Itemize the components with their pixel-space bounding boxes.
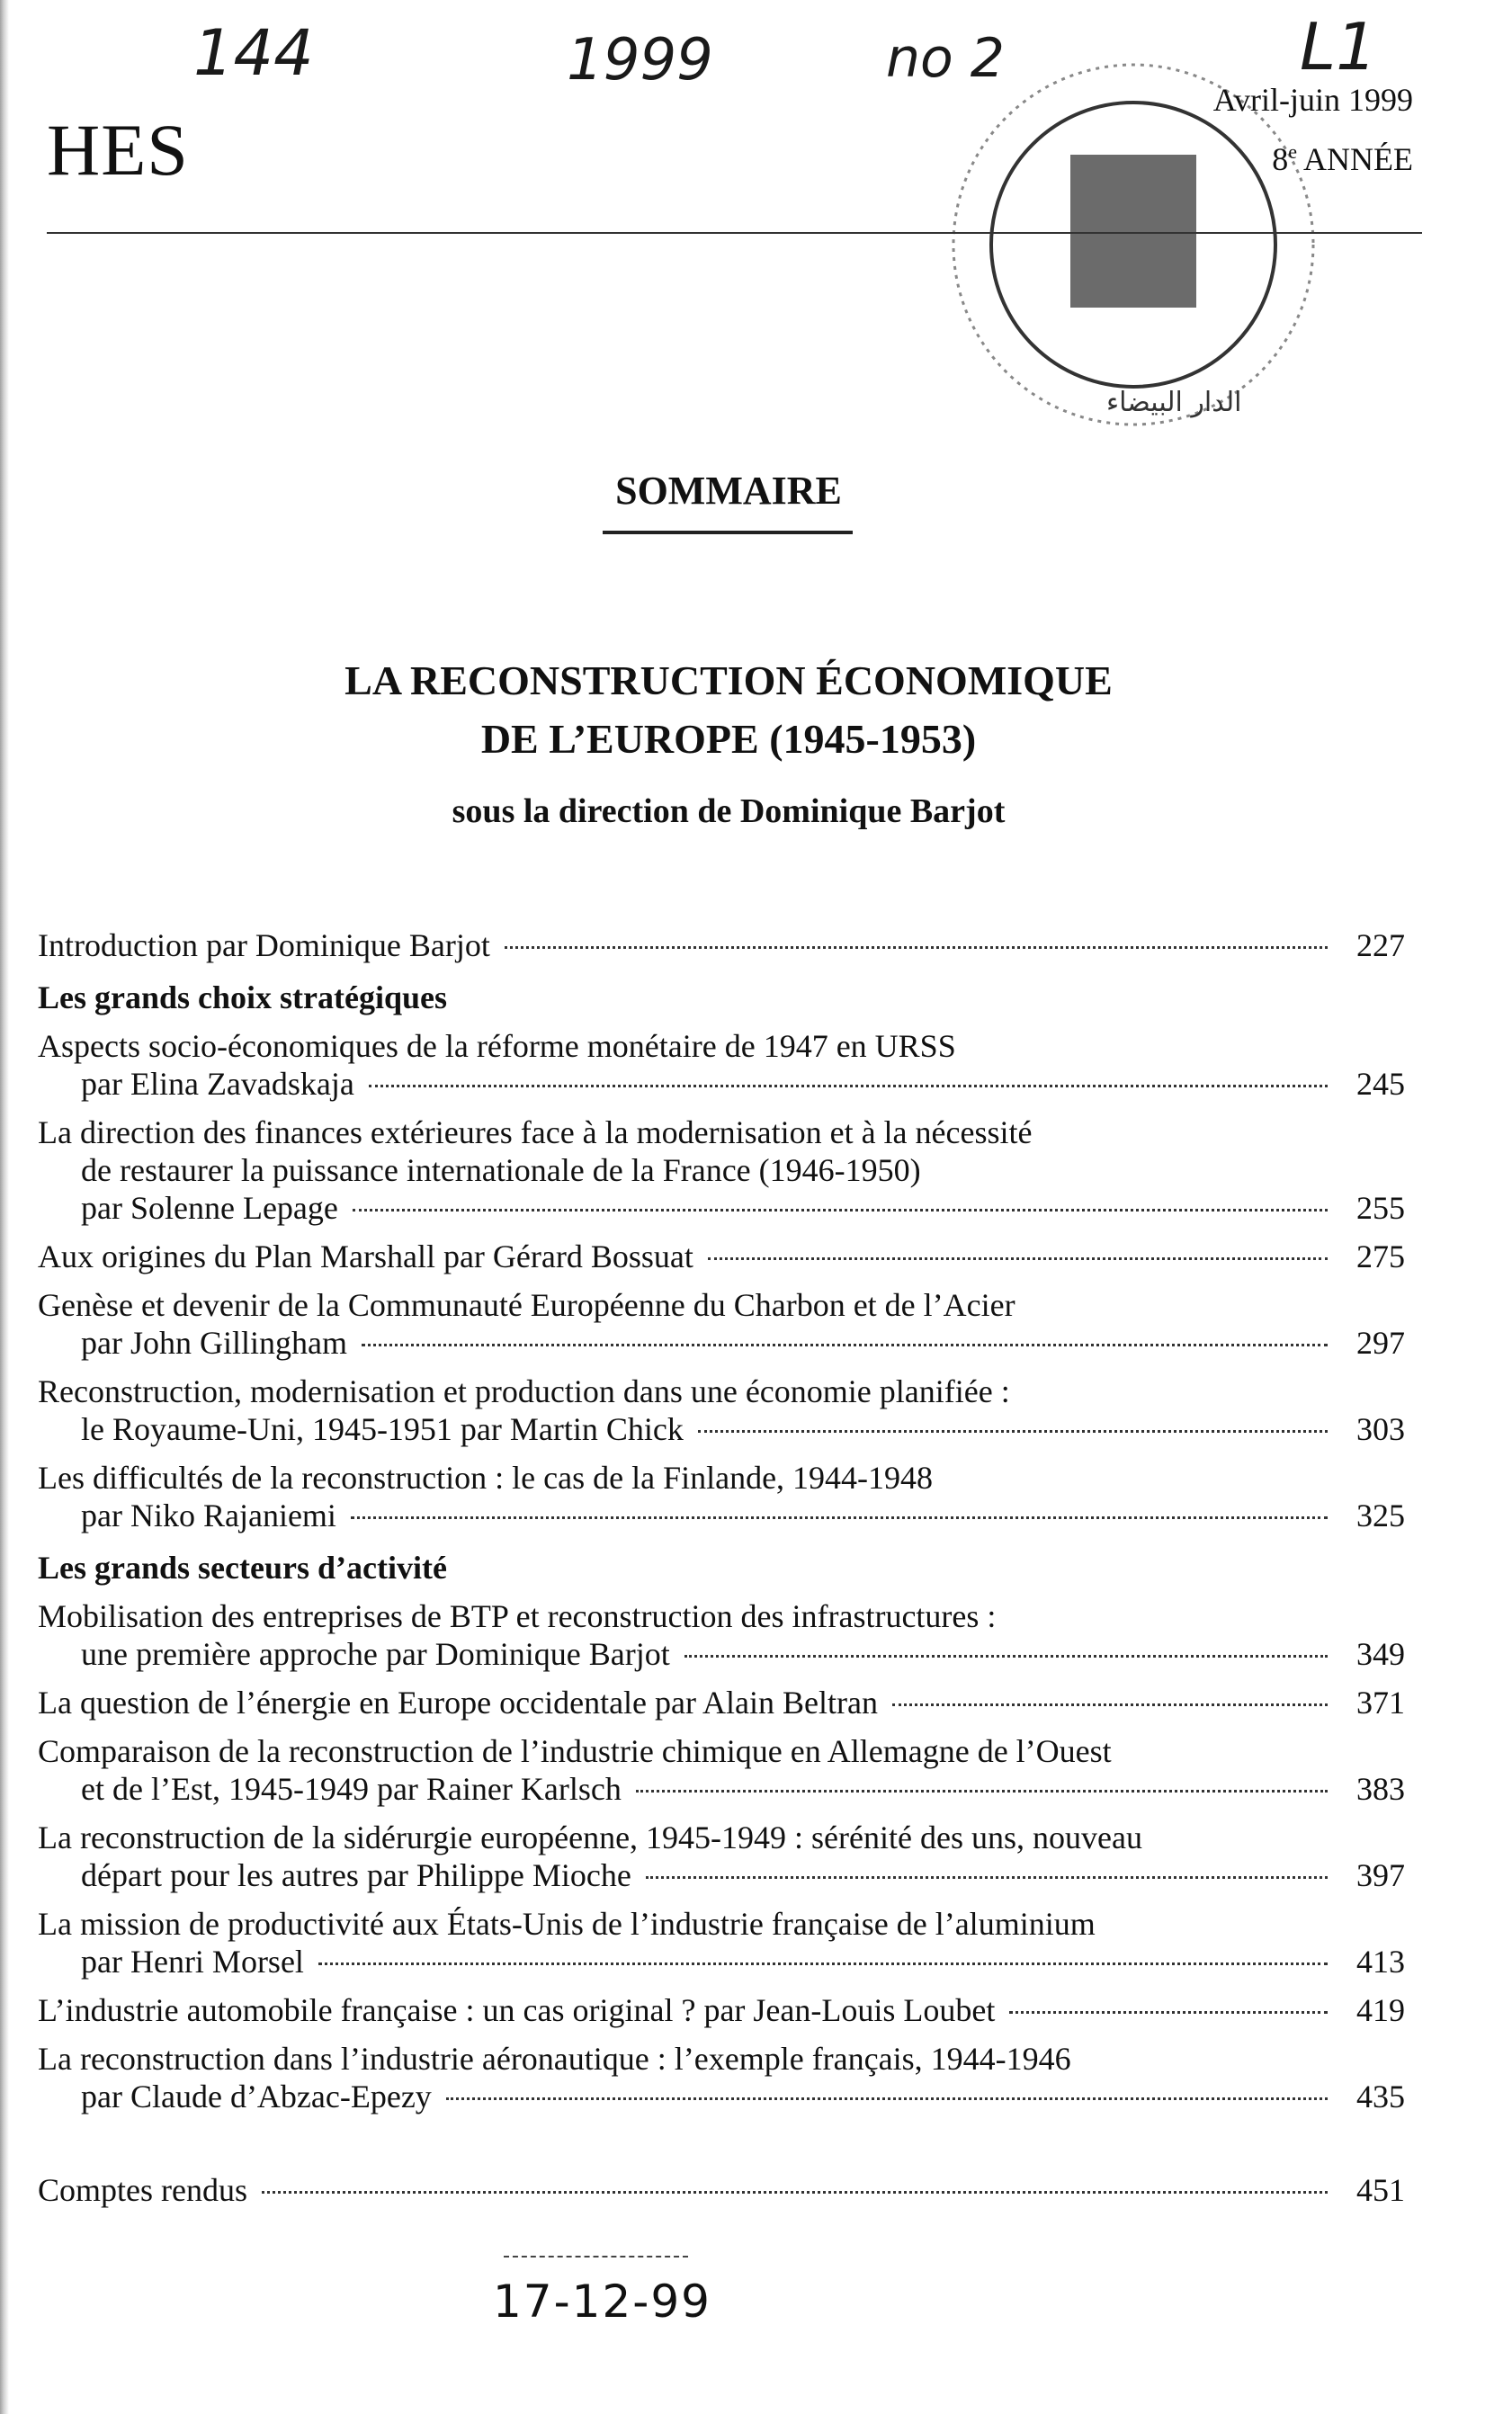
page-number: 371 [1356, 1685, 1405, 1721]
leader-dots [353, 1209, 1328, 1211]
entry-author: par Henri Morsel [81, 1944, 304, 1980]
leader-dots [362, 1344, 1328, 1346]
entry-author: une première approche par Dominique Barjot [81, 1636, 670, 1672]
page-number: 451 [1356, 2172, 1405, 2208]
entry-title: Comparaison de la reconstruction de l’industrie chimique en Allemagne de l’Ouest [38, 1733, 1112, 1769]
entry-last-line [38, 1189, 1405, 1227]
entry-title: La direction des finances extérieures face à la modernisation et à la nécessité [38, 1114, 1033, 1150]
page-number: 397 [1356, 1857, 1405, 1893]
toc-entry [38, 2040, 1405, 2115]
year-word: ANNÉE [1303, 141, 1413, 177]
page-number: 383 [1356, 1771, 1405, 1807]
entry-text: Introduction par Dominique Barjot [38, 927, 490, 963]
page-number: 227 [1356, 927, 1405, 963]
journal-title: HES [47, 109, 189, 191]
entry-text: Comptes rendus [38, 2172, 247, 2208]
page-number: 349 [1356, 1636, 1405, 1672]
entry-last-line [38, 1324, 1405, 1362]
entry-title: La reconstruction dans l’industrie aéronautique : l’exemple français, 1944-1946 [38, 2041, 1071, 2077]
entry-author: par Niko Rajaniemi [81, 1498, 336, 1533]
leader-dots [646, 1876, 1328, 1879]
toc-entry-introduction [38, 926, 1405, 964]
handwritten-issue-number: no 2 [886, 27, 1005, 90]
sommaire-heading: SOMMAIRE [615, 469, 842, 513]
page-number: 297 [1356, 1325, 1405, 1361]
leader-dots [892, 1703, 1328, 1706]
entry-last-line [38, 2078, 1405, 2115]
leader-dots [369, 1085, 1328, 1087]
entry-title: La mission de productivité aux États-Unis de l’industrie française de l’aluminium [38, 1906, 1096, 1942]
date-stamp-line [504, 2256, 688, 2258]
page-number: 255 [1356, 1190, 1405, 1226]
toc-entry [38, 1732, 1405, 1808]
entry-last-line [38, 1065, 1405, 1103]
entry-author: La question de l’énergie en Europe occidentale par Alain Beltran [38, 1685, 878, 1721]
page-number: 435 [1356, 2079, 1405, 2114]
toc-entry [38, 1597, 1405, 1673]
year-suffix: e [1288, 140, 1297, 163]
entry-title: Aspects socio-économiques de la réforme monétaire de 1947 en URSS [38, 1028, 956, 1064]
entry-last-line [38, 1238, 1405, 1275]
toc-entry [38, 1113, 1405, 1227]
entry-author: Aux origines du Plan Marshall par Gérard Bossuat [38, 1238, 693, 1274]
toc-entry [38, 1459, 1405, 1534]
page-number: 413 [1356, 1944, 1405, 1980]
main-title-line2: DE L’EUROPE (1945-1953) [480, 716, 977, 762]
entry-last-line [38, 1856, 1405, 1894]
entry-author: par Solenne Lepage [81, 1190, 338, 1226]
date-stamp: 17-12-99 [493, 2275, 711, 2328]
entry-author: L’industrie automobile française : un cas original ? par Jean-Louis Loubet [38, 1992, 996, 2028]
toc-entry-reviews [38, 2171, 1405, 2209]
entry-title: Mobilisation des entreprises de BTP et reconstruction des infrastructures : [38, 1598, 997, 1634]
header-rule [47, 232, 1422, 234]
page-number: 419 [1356, 1992, 1405, 2028]
handwritten-mark: L1 [1300, 9, 1377, 85]
entry-last-line [38, 1770, 1405, 1808]
toc-entry [38, 1027, 1405, 1103]
toc-entry [38, 1372, 1405, 1448]
entry-title: Genèse et devenir de la Communauté Européenne du Charbon et de l’Acier [38, 1287, 1015, 1323]
issue-date: Avril-juin 1999 [1212, 82, 1413, 118]
main-title-line1: LA RECONSTRUCTION ÉCONOMIQUE [344, 657, 1113, 703]
entry-title: Reconstruction, modernisation et production dans une économie planifiée : [38, 1373, 1010, 1409]
handwritten-year: 1999 [567, 27, 713, 94]
issue-info [1213, 74, 1413, 185]
issue-year [1213, 126, 1413, 185]
toc-entry [38, 1286, 1405, 1362]
handwritten-number: 144 [193, 16, 314, 90]
spacer [38, 2126, 1405, 2171]
page-number: 275 [1356, 1238, 1405, 1274]
entry-last-line [38, 1635, 1405, 1673]
toc-entry [38, 1238, 1405, 1275]
page-number: 303 [1356, 1411, 1405, 1447]
entry-last-line [38, 1991, 1405, 2029]
section-entries-sectors [38, 1597, 1405, 2115]
toc-entry [38, 1819, 1405, 1894]
sommaire-underline [603, 531, 853, 534]
table-of-contents [38, 926, 1405, 2220]
leader-dots [1009, 2011, 1328, 2014]
entry-author: le Royaume-Uni, 1945-1951 par Martin Chick [81, 1411, 684, 1447]
leader-dots [446, 2097, 1328, 2100]
leader-dots [318, 1962, 1328, 1965]
entry-author: et de l’Est, 1945-1949 par Rainer Karlsch [81, 1771, 622, 1807]
entry-title: La reconstruction de la sidérurgie européenne, 1945-1949 : sérénité des uns, nouveau [38, 1819, 1142, 1855]
entry-last-line [38, 1943, 1405, 1980]
entry-last-line [38, 1684, 1405, 1721]
page-number: 325 [1356, 1498, 1405, 1533]
entry-last-line [38, 1497, 1405, 1534]
section-heading-sectors: Les grands secteurs d’activité [38, 1550, 447, 1586]
leader-dots [636, 1790, 1328, 1793]
leader-dots [505, 946, 1328, 949]
leader-dots [698, 1430, 1328, 1433]
stamp-text: الدار البيضاء [1106, 387, 1242, 418]
entry-last-line [38, 1410, 1405, 1448]
toc-entry [38, 1905, 1405, 1980]
leader-dots [684, 1655, 1328, 1658]
editor-subtitle: sous la direction de Dominique Barjot [452, 792, 1006, 830]
scan-edge [0, 0, 9, 2414]
leader-dots [708, 1257, 1328, 1260]
toc-entry [38, 1684, 1405, 1721]
entry-author: départ pour les autres par Philippe Mioche [81, 1857, 631, 1893]
page-number: 245 [1356, 1066, 1405, 1102]
entry-title: Les difficultés de la reconstruction : le cas de la Finlande, 1944-1948 [38, 1460, 934, 1496]
leader-dots [351, 1516, 1328, 1519]
entry-title-continued: de restaurer la puissance internationale de la France (1946-1950) [81, 1152, 921, 1188]
section-entries-strategic [38, 1027, 1405, 1534]
entry-author: par Claude d’Abzac-Epezy [81, 2079, 432, 2114]
section-heading-strategic: Les grands choix stratégiques [38, 979, 448, 1015]
year-ordinal: 8 [1272, 141, 1289, 177]
entry-author: par John Gillingham [81, 1325, 347, 1361]
entry-author: par Elina Zavadskaja [81, 1066, 354, 1102]
leader-dots [262, 2191, 1328, 2194]
toc-entry [38, 1991, 1405, 2029]
